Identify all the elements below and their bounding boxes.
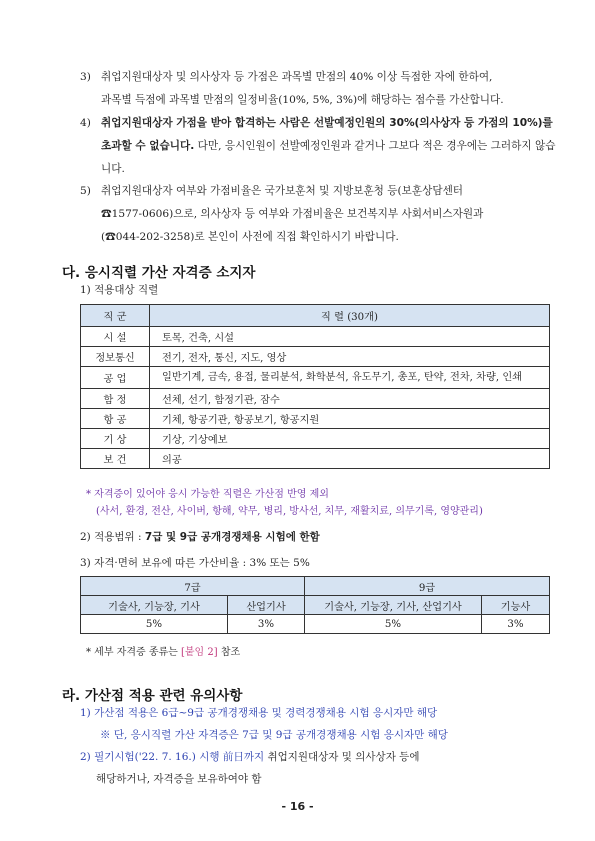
cell-ratio: 3% bbox=[228, 615, 305, 634]
cell-jobs: 의공 bbox=[150, 449, 550, 469]
table-row bbox=[81, 409, 550, 429]
cell-cert: 산업기사 bbox=[228, 596, 305, 615]
caution-item-2 bbox=[80, 748, 419, 766]
caution-item-1-note: ※ 단, 응시직렬 가산 자격증은 7급 및 9급 공개경쟁채용 시험 응시자만 해당 bbox=[100, 729, 448, 741]
caution-item-2-rest: 취업지원대상자 및 의사상자 등에 bbox=[264, 751, 420, 763]
list-item-4 bbox=[80, 112, 560, 181]
header-grade9: 9급 bbox=[305, 577, 550, 596]
table-row bbox=[81, 615, 550, 634]
table-row bbox=[81, 429, 550, 449]
item-line: 취업지원대상자 및 의사상자 등 가점은 과목별 만점의 40% 이상 득점한 자에 한하여, bbox=[101, 71, 493, 83]
cell-jobs: 토목, 건축, 시설 bbox=[150, 327, 550, 347]
cell-ratio: 5% bbox=[305, 615, 482, 634]
detail-note bbox=[86, 644, 240, 661]
section-title-c: 다. 응시직렬 가산 자격증 소지자 bbox=[62, 265, 256, 281]
excluded-list: (사서, 환경, 전산, 사이버, 항해, 약무, 병리, 방사선, 치무, 재활치료, 의무기록, 영양관리) bbox=[96, 506, 483, 517]
item-number: 3) bbox=[80, 71, 91, 83]
cell-cert: 기술사, 기능장, 기사, 산업기사 bbox=[305, 596, 482, 615]
statement-rest: 다만, 응시인원이 선발예정인원과 같거나 그보다 적은 경우에는 그러하지 않습니다. bbox=[101, 140, 556, 175]
cell-jobs: 전기, 전자, 통신, 지도, 영상 bbox=[150, 347, 550, 367]
cell-jobs: 선체, 선기, 함정기관, 잠수 bbox=[150, 389, 550, 409]
detail-suffix: 참조 bbox=[217, 647, 241, 658]
cell-group: 시 설 bbox=[81, 327, 150, 347]
table-row bbox=[81, 449, 550, 469]
cell-group: 정보통신 bbox=[81, 347, 150, 367]
item-line: 과목별 득점에 과목별 만점의 일정비율(10%, 5%, 3%)에 해당하는 점수를 가산합니다. bbox=[101, 94, 504, 106]
cell-ratio: 5% bbox=[81, 615, 228, 634]
scope-bold: 7급 및 9급 공개경쟁채용 시험에 한함 bbox=[144, 531, 320, 543]
table-row bbox=[81, 389, 550, 409]
table-subheader-row bbox=[81, 596, 550, 615]
scope-prefix: 2) 적용범위 : bbox=[80, 531, 145, 543]
table-row bbox=[81, 367, 550, 389]
item-number: 5) bbox=[80, 185, 91, 197]
item-number: 4) bbox=[80, 117, 91, 129]
header-jobs: 직 렬 (30개) bbox=[150, 305, 550, 327]
appendix-ref: [붙임 2] bbox=[181, 647, 218, 658]
subheading-target-jobs: 1) 적용대상 직렬 bbox=[80, 284, 159, 296]
cell-cert: 기술사, 기능장, 기사 bbox=[81, 596, 228, 615]
scope-line bbox=[80, 529, 320, 545]
bold-statement: 취업지원대상자 가점을 받아 합격하는 사람은 선발예정인원의 30%(의사상자 등 가점의 10%)를 초과할 수 없습니다. bbox=[101, 117, 553, 152]
job-table bbox=[80, 304, 550, 469]
page-number: - 16 - bbox=[281, 800, 314, 813]
cell-group: 함 정 bbox=[81, 389, 150, 409]
list-item-5 bbox=[80, 180, 560, 249]
item-line: ☎1577-0606)으로, 의사상자 등 여부와 가점비율은 보건복지부 사회서비스자원과 bbox=[101, 208, 484, 220]
cell-jobs: 일반기계, 금속, 용접, 물리분석, 화학분석, 유도무기, 총포, 탄약, 전차, 차량, 인쇄 bbox=[150, 367, 550, 389]
table-row bbox=[81, 347, 550, 367]
item-line: (☎044-202-3258)로 본인이 사전에 직접 확인하시기 바랍니다. bbox=[101, 231, 399, 243]
section-title-d: 라. 가산점 적용 관련 유의사항 bbox=[62, 688, 243, 704]
caution-item-2-colored: 2) 필기시험('22. 7. 16.) 시행 前日까지 bbox=[80, 751, 265, 763]
table-header-row bbox=[81, 577, 550, 596]
ratio-line: 3) 자격·면허 보유에 따른 가산비율 : 3% 또는 5% bbox=[80, 557, 310, 569]
item-line: 취업지원대상자 여부와 가점비율은 국가보훈처 및 지방보훈청 등(보훈상담센터 bbox=[101, 185, 464, 197]
ratio-table bbox=[80, 576, 550, 634]
table-header-row bbox=[81, 305, 550, 327]
cell-cert: 기능사 bbox=[482, 596, 550, 615]
cell-group: 보 건 bbox=[81, 449, 150, 469]
cell-ratio: 3% bbox=[482, 615, 550, 634]
cell-jobs: 기체, 항공기관, 항공보기, 항공지원 bbox=[150, 409, 550, 429]
header-grade7: 7급 bbox=[81, 577, 305, 596]
caution-item-2-line2: 해당하거나, 자격증을 보유하여야 함 bbox=[96, 773, 262, 785]
cell-group: 공 업 bbox=[81, 367, 150, 389]
cell-jobs: 기상, 기상예보 bbox=[150, 429, 550, 449]
cell-group: 기 상 bbox=[81, 429, 150, 449]
cell-group: 항 공 bbox=[81, 409, 150, 429]
header-group: 직 군 bbox=[81, 305, 150, 327]
excluded-note: * 자격증이 있어야 응시 가능한 직렬은 가산점 반영 제외 bbox=[86, 489, 329, 500]
table-row bbox=[81, 327, 550, 347]
list-item-3 bbox=[80, 66, 560, 112]
detail-prefix: * 세부 자격증 종류는 bbox=[86, 647, 181, 658]
caution-item-1: 1) 가산점 적용은 6급~9급 공개경쟁채용 및 경력경쟁채용 시험 응시자만 해당 bbox=[80, 707, 438, 719]
